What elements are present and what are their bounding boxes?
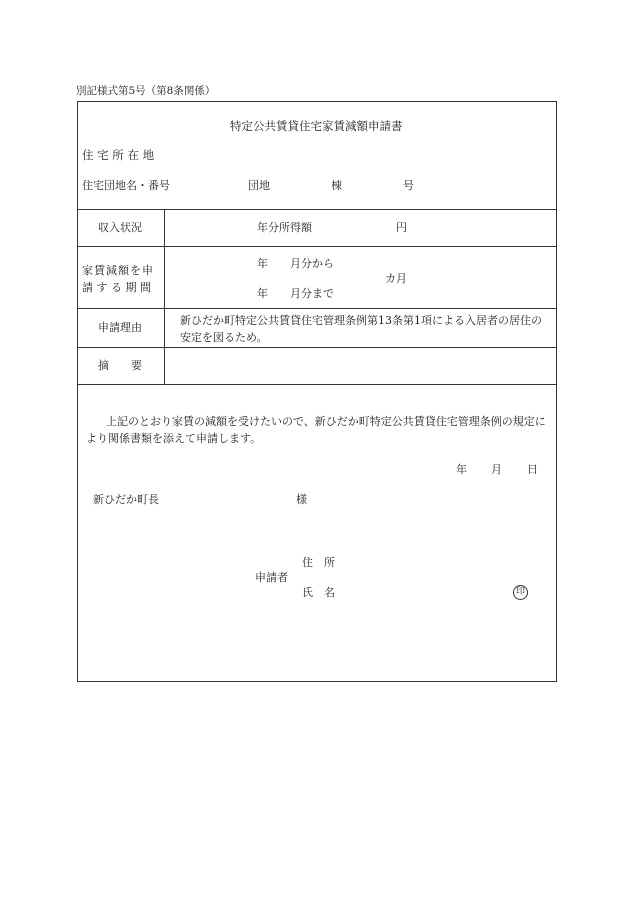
seal-icon: 印 [513,585,528,600]
form-number: 別記様式第5号（第8条関係） [76,85,216,97]
complex-label: 住宅団地名・番号 [82,179,170,192]
remarks-label: 摘 要 [98,359,142,372]
period-label-line1: 家賃減額を申 [82,264,154,277]
period-to-month: 月分まで [290,287,334,300]
applicant-address-label: 住 所 [302,556,335,569]
applicant-label: 申請者 [255,571,288,584]
date-month: 月 [491,463,502,476]
period-label-line2: 請 す る 期 間 [82,281,151,294]
period-from-month: 月分から [290,257,334,270]
period-months-unit: カ月 [385,272,407,285]
applicant-name-label: 氏 名 [302,586,335,599]
period-from-year: 年 [257,257,268,270]
complex-gou: 号 [403,179,414,192]
addressee: 新ひだか町長 [93,493,159,506]
income-label: 収入状況 [98,221,142,234]
date-year: 年 [456,463,467,476]
address-label: 住 宅 所 在 地 [82,148,155,162]
period-to-year: 年 [257,287,268,300]
income-annual-label: 年分所得額 [257,221,312,234]
complex-tou: 棟 [331,179,342,192]
divider-2 [77,246,557,247]
reason-text: 新ひだか町特定公共賃貸住宅管理条例第13条第1項による入居者の居住の安定を図るため。 [180,314,542,344]
divider-4 [77,347,557,348]
divider-3 [77,308,557,309]
declaration-text: 上記のとおり家賃の減額を受けたいので、新ひだか町特定公共賃貸住宅管理条例の規定により関係書類を添えて申請します。 [86,415,546,445]
reason-label: 申請理由 [98,321,142,334]
form-title: 特定公共賃貸住宅家賃減額申請書 [230,119,403,133]
divider-5 [77,384,557,385]
income-unit: 円 [396,221,407,234]
complex-danchi: 団地 [248,179,270,192]
divider-1 [77,209,557,210]
label-column-divider [164,209,165,385]
honorific: 様 [296,493,307,506]
date-day: 日 [527,463,538,476]
